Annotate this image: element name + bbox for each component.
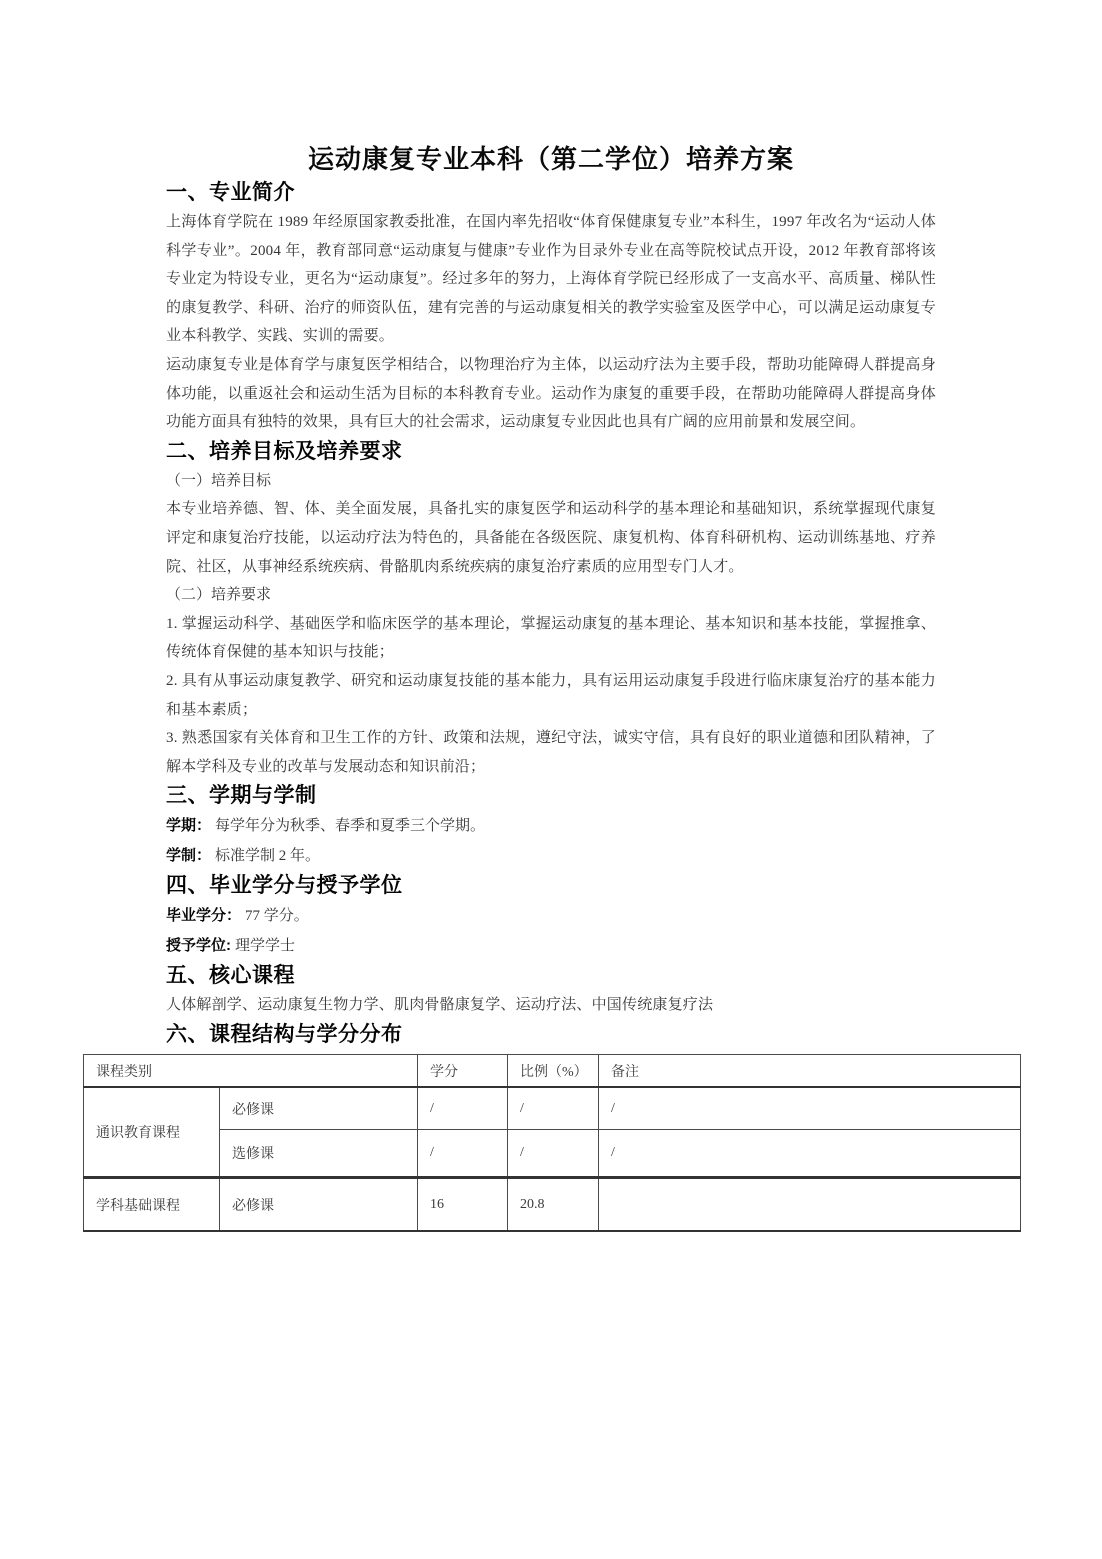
cell-subcategory: 必修课	[220, 1087, 418, 1129]
graduation-degree-label: 授予学位:	[166, 937, 231, 955]
graduation-credits-line	[166, 901, 936, 931]
table-row	[84, 1177, 1021, 1231]
section-semester	[166, 781, 936, 871]
header-ratio: 比例（%）	[508, 1054, 599, 1087]
cell-credits: /	[418, 1129, 508, 1177]
cell-subcategory: 选修课	[220, 1129, 418, 1177]
section-semester-heading: 三、学期与学制	[166, 784, 317, 808]
section-core-heading: 五、核心课程	[166, 964, 295, 988]
semester-term-text: 每学年分为秋季、春季和夏季三个学期。	[215, 818, 486, 835]
section-graduation-heading: 四、毕业学分与授予学位	[166, 874, 403, 898]
cell-credits: /	[418, 1087, 508, 1129]
objectives-requirement-1: 1. 掌握运动科学、基础医学和临床医学的基本理论，掌握运动康复的基本理论、基本知识和基本技能，掌握推拿、传统体育保健的基本知识与技能；	[166, 615, 936, 661]
semester-system-line	[166, 841, 936, 871]
section-intro	[166, 178, 936, 437]
objectives-sub1-text: 本专业培养德、智、体、美全面发展，具备扎实的康复医学和运动科学的基本理论和基础知识，系统掌握现代康复评定和康复治疗技能，以运动疗法为特色的，具备能在各级医院、康复机构、体育科研机构、运动训练基地、疗养院、社区，从事神经系统疾病、骨骼肌肉系统疾病的康复治疗素质的应用型专门人才。	[166, 501, 936, 575]
graduation-credits-label: 毕业学分：	[166, 907, 242, 925]
graduation-degree-line	[166, 931, 936, 961]
cell-category: 学科基础课程	[84, 1177, 220, 1231]
graduation-degree-text: 理学学士	[235, 938, 296, 955]
objectives-sub1-heading: （一）培养目标	[166, 472, 272, 489]
objectives-sub2-heading: （二）培养要求	[166, 587, 272, 604]
header-category: 课程类别	[84, 1054, 418, 1087]
semester-term-line	[166, 811, 936, 841]
section-course-structure	[96, 1020, 936, 1233]
cell-ratio: /	[508, 1087, 599, 1129]
cell-note: /	[599, 1087, 1021, 1129]
objectives-requirement-3: 3. 熟悉国家有关体育和卫生工作的方针、政策和法规，遵纪守法，诚实守信，具有良好的职业道德和团队精神，了解本学科及专业的改革与发展动态和知识前沿；	[166, 730, 936, 775]
course-structure-table	[83, 1054, 1021, 1233]
table-header-row	[84, 1054, 1021, 1087]
cell-note	[599, 1177, 1021, 1231]
cell-note: /	[599, 1129, 1021, 1177]
graduation-credits-text: 77 学分。	[245, 908, 309, 925]
table-row	[84, 1087, 1021, 1129]
header-credits: 学分	[418, 1054, 508, 1087]
cell-ratio: 20.8	[508, 1177, 599, 1231]
objectives-requirement-2: 2. 具有从事运动康复教学、研究和运动康复技能的基本能力，具有运用运动康复手段进行临床康复治疗的基本能力和基本素质；	[166, 672, 936, 718]
cell-credits: 16	[418, 1177, 508, 1231]
cell-subcategory: 必修课	[220, 1177, 418, 1231]
section-core-courses	[166, 961, 936, 1020]
table-row	[84, 1129, 1021, 1177]
intro-paragraph-1: 上海体育学院在 1989 年经原国家教委批准，在国内率先招收“体育保健康复专业”本科生，1997 年改名为“运动人体科学专业”。2004 年，教育部同意“运动康复与健康”专业作为目录外专业在高等院校试点开设，2012 年教育部将该专业定为特设专业，更名为“运动康复”。经过多年的努力，上海体育学院已经形成了一支高水平、高质量、梯队性的康复教学、科研、治疗的师资队伍，建有完善的与运动康复相关的教学实验室及医学中心，可以满足运动康复专业本科教学、实践、实训的需要。	[166, 214, 936, 345]
header-note: 备注	[599, 1054, 1021, 1087]
section-graduation	[166, 871, 936, 961]
semester-term-label: 学期：	[166, 817, 212, 835]
document-content	[0, 178, 1102, 1232]
section-objectives	[166, 437, 936, 782]
cell-ratio: /	[508, 1129, 599, 1177]
section-structure-heading: 六、课程结构与学分分布	[166, 1022, 403, 1046]
document-title: 运动康复专业本科（第二学位）培养方案	[307, 145, 794, 174]
section-objectives-heading: 二、培养目标及培养要求	[166, 439, 403, 463]
semester-system-text: 标准学制 2 年。	[215, 848, 321, 865]
intro-paragraph-2: 运动康复专业是体育学与康复医学相结合，以物理治疗为主体，以运动疗法为主要手段，帮助功能障碍人群提高身体功能，以重返社会和运动生活为目标的本科教育专业。运动作为康复的重要手段，在帮助功能障碍人群提高身体功能方面具有独特的效果，具有巨大的社会需求，运动康复专业因此也具有广阔的应用前景和发展空间。	[166, 356, 936, 431]
core-courses-text: 人体解剖学、运动康复生物力学、肌肉骨骼康复学、运动疗法、中国传统康复疗法	[166, 997, 714, 1014]
semester-system-label: 学制：	[166, 847, 212, 865]
section-intro-heading: 一、专业简介	[166, 181, 295, 204]
cell-category: 通识教育课程	[84, 1087, 220, 1177]
